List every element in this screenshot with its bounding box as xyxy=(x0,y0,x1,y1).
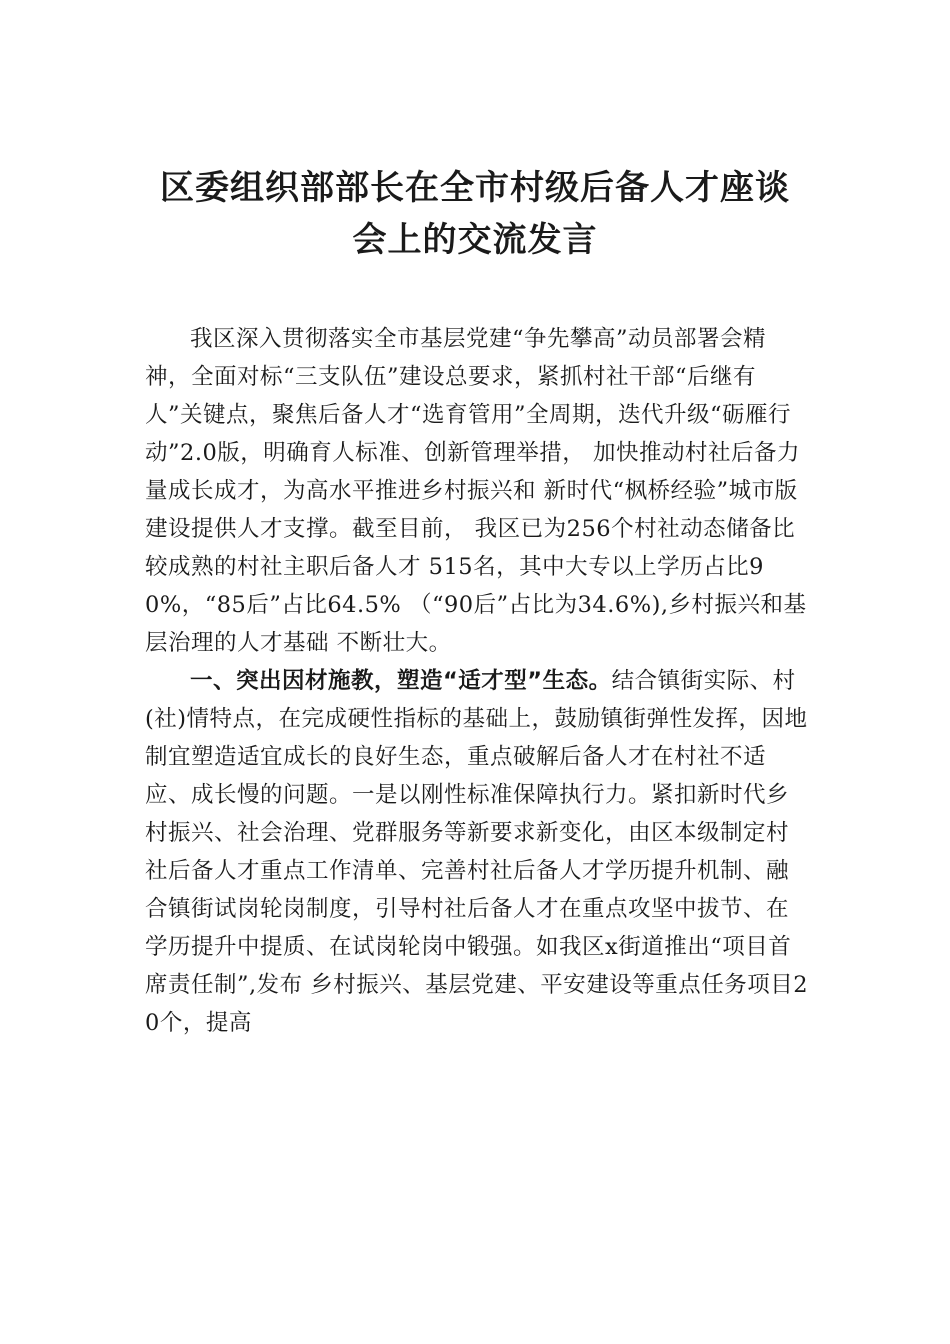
intro-paragraph: 我区深入贯彻落实全市基层党建“争先攀高”动员部署会精神，全面对标“三支队伍”建设总要求，紧抓村社干部“后继有人”关键点，聚焦后备人才“选育管用”全周期，迭代升级“砺雁行动”2.0版，明确育人标准、创新管理举措， 加快推动村社后备力量成长成才，为高水平推进乡村振兴和 新时代“枫桥经验”城市版建设提供人才支撑。截至目前， 我区已为256个村社动态储备比较成熟的村社主职后备人才 515名，其中大专以上学历占比90%，“85后”占比64.5% （“90后”占比为34.6%),乡村振兴和基层治理的人才基础 不断壮大。 xyxy=(145,326,807,656)
document-title xyxy=(100,162,850,266)
section-1-body: 结合镇街实际、村(社)情特点，在完成硬性指标的基础上，鼓励镇街弹性发挥，因地制宜塑造适宜成长的良好生态，重点破解后备人才在村社不适应、成长慢的问题。一是以刚性标准保障执行力。紧扣新时代乡村振兴、社会治理、党群服务等新要求新变化，由区本级制定村社后备人才重点工作清单、完善村社后备人才学历提升机制、融合镇街试岗轮岗制度，引导村社后备人才在重点攻坚中拔节、在学历提升中提质、在试岗轮岗中锻强。如我区x街道推出“项目首席责任制”,发布 乡村振兴、基层党建、平安建设等重点任务项目20个，提高 xyxy=(145,668,809,1036)
section-1-paragraph xyxy=(145,662,810,1042)
section-1-heading: 一、突出因材施教，塑造“适才型”生态。 xyxy=(190,668,612,694)
title-line-2: 会上的交流发言 xyxy=(352,220,598,260)
title-line-1: 区委组织部部长在全市村级后备人才座谈 xyxy=(160,168,790,208)
document-body xyxy=(145,320,810,1042)
